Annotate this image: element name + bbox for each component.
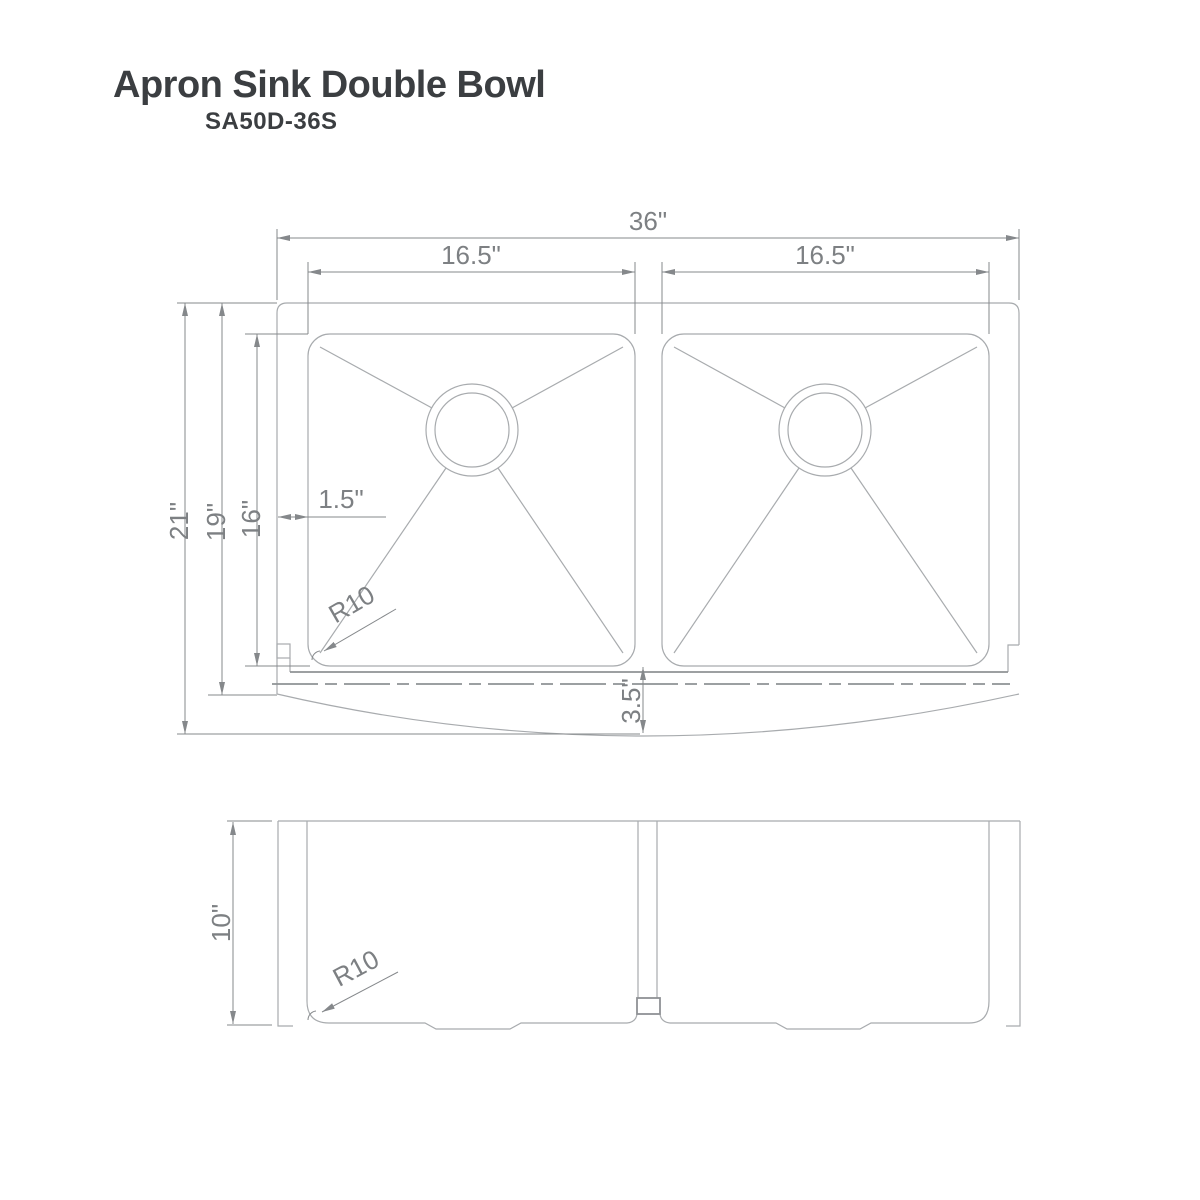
front-view [206,821,1020,1029]
dim-rim-depth-label: 19" [201,502,231,542]
dim-overall-width-label: 36" [628,206,668,236]
front-left-edge [278,821,293,1026]
top-view [164,206,1019,736]
dim-right-bowl-width [662,240,989,334]
front-right-bowl [660,821,989,1029]
rim-notch-left [277,644,290,658]
front-right-edge [1006,821,1020,1026]
radius-callout-front-label: R10 [327,943,384,993]
front-divider [637,821,660,1014]
dim-right-bowl-width-label: 16.5" [795,240,855,270]
dim-left-bowl-width-label: 16.5" [441,240,501,270]
model-number: SA50D-36S [205,108,338,135]
dim-apron-offset [616,667,646,733]
radius-callout-top-label: R10 [323,579,380,630]
dim-overall-depth-label: 21" [164,501,194,541]
dim-rim-depth [201,303,277,695]
right-drain-inner [788,393,862,467]
dim-apron-offset-label: 3.5" [616,678,646,724]
dim-height-label: 10" [206,903,236,943]
dim-overall-width [277,206,1019,300]
rim-step-right [1008,645,1019,672]
radius-callout-top [312,579,396,660]
dim-rim-width [278,484,386,517]
sink-rim-outline [277,303,1019,694]
front-divider-foot [637,998,660,1014]
dim-rim-width-label: 1.5" [318,484,364,514]
left-drain [426,384,518,476]
dim-left-bowl-width [308,240,635,334]
dim-height [206,821,272,1025]
front-left-bowl [307,821,637,1029]
front-outline [278,821,1020,1026]
dim-bowl-depth [236,334,310,666]
right-drain [779,384,871,476]
left-drain-outer [426,384,518,476]
radius-callout-front [308,944,398,1020]
right-drain-outer [779,384,871,476]
page-title: Apron Sink Double Bowl [113,64,546,106]
apron-front-curve [277,694,1019,736]
left-drain-inner [435,393,509,467]
dim-bowl-depth-label: 16" [236,499,266,539]
